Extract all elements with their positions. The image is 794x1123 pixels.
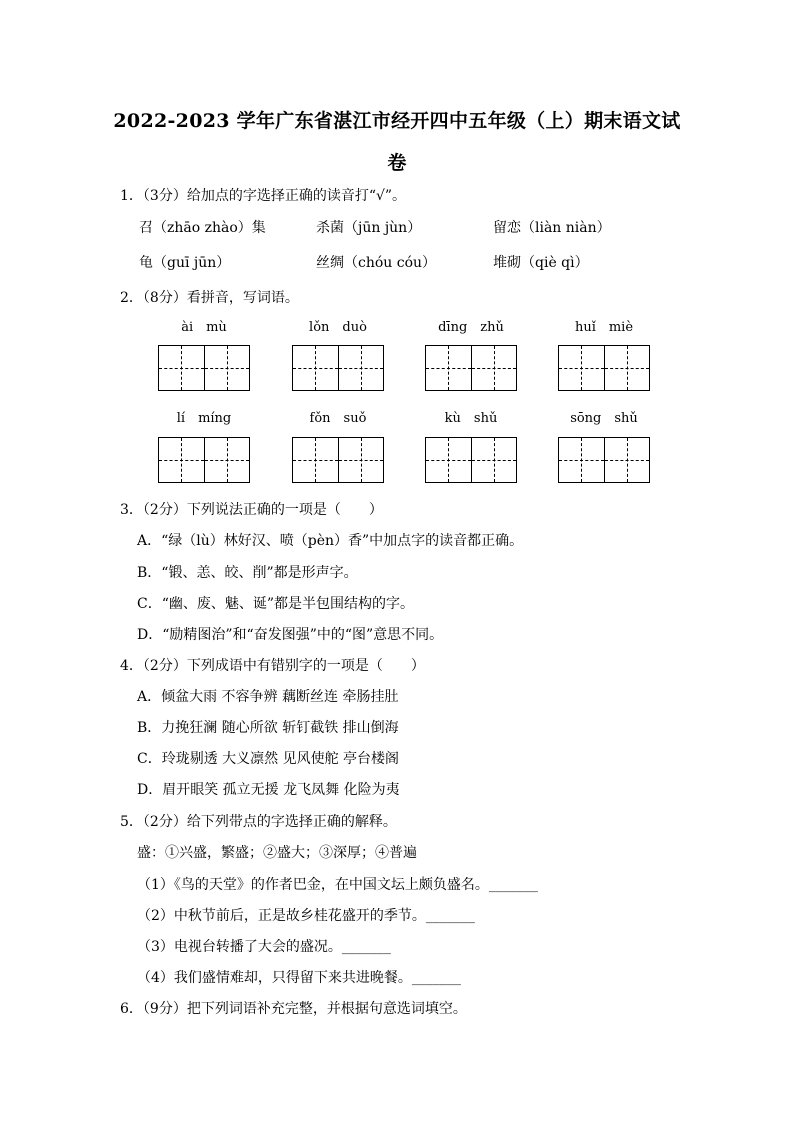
paper-title-line1: 2022-2023 学年广东省湛江市经开四中五年级（上）期末语文试	[113, 110, 681, 132]
pinyin-label: lí míng	[176, 411, 232, 426]
q1-item: 杀菌（jūn jùn）	[316, 220, 422, 236]
writing-grid[interactable]	[158, 345, 250, 391]
question-6-stem: 6．（9分）把下列词语补充完整，并根据句意选词填空。	[120, 1001, 467, 1017]
pinyin-label: dīng zhǔ	[438, 320, 504, 335]
q1-item: 龟（guī jūn）	[139, 255, 231, 271]
q5-item: （2）中秋节前后，正是故乡桂花盛开的季节。_______	[137, 908, 475, 924]
q3-option-c: C．“幽、废、魅、诞”都是半包围结构的字。	[137, 596, 415, 612]
q5-item: （4）我们盛情难却，只得留下来共进晚餐。_______	[137, 970, 461, 986]
question-2-stem: 2．（8分）看拼音，写词语。	[120, 290, 299, 306]
q4-option-c: C．玲珑剔透 大义凛然 见风使舵 亭台楼阁	[137, 751, 400, 767]
q4-option-b: B．力挽狂澜 随心所欲 斩钉截铁 排山倒海	[137, 720, 399, 736]
question-3-stem: 3．（2分）下列说法正确的一项是（ ）	[120, 502, 383, 518]
q5-item: （3）电视台转播了大会的盛况。_______	[137, 939, 391, 955]
q3-option-a: A．“绿（lù）林好汉、喷（pèn）香”中加点字的读音都正确。	[137, 533, 524, 549]
pinyin-label: sōng shǔ	[570, 411, 638, 426]
q4-option-d: D．眉开眼笑 孤立无援 龙飞凤舞 化险为夷	[137, 782, 400, 798]
pinyin-label: lǒn duò	[309, 320, 367, 335]
writing-grid[interactable]	[292, 345, 384, 391]
writing-grid[interactable]	[158, 437, 250, 483]
writing-grid[interactable]	[425, 437, 517, 483]
question-1-stem: 1．（3分）给加点的字选择正确的读音打“√”。	[120, 188, 407, 204]
writing-grid[interactable]	[558, 437, 650, 483]
pinyin-label: huǐ miè	[574, 320, 634, 335]
q1-item: 召（zhāo zhào）集	[139, 220, 266, 236]
q3-option-b: B．“锻、恙、皎、削”都是形声字。	[137, 565, 358, 581]
q1-item: 留恋（liàn niàn）	[493, 220, 611, 236]
q1-item: 堆砌（qiè qì）	[493, 255, 589, 271]
pinyin-label: fǒn suǒ	[309, 411, 367, 426]
question-5-stem: 5．（2分）给下列带点的字选择正确的解释。	[120, 814, 397, 830]
writing-grid[interactable]	[425, 345, 517, 391]
q1-item: 丝绸（chóu cóu）	[316, 255, 437, 271]
q3-option-d: D．“励精图治”和“奋发图强”中的“图”意思不同。	[137, 627, 444, 643]
q5-meaning-list: 盛：①兴盛，繁盛；②盛大；③深厚；④普遍	[137, 845, 417, 861]
paper-title-line2: 卷	[387, 152, 407, 174]
question-4-stem: 4．（2分）下列成语中有错别字的一项是（ ）	[120, 658, 425, 674]
pinyin-label: kù shǔ	[444, 411, 498, 426]
pinyin-label: ài mù	[181, 320, 227, 335]
writing-grid[interactable]	[558, 345, 650, 391]
q4-option-a: A．倾盆大雨 不容争辨 藕断丝连 牵肠挂肚	[137, 689, 399, 705]
writing-grid[interactable]	[292, 437, 384, 483]
q5-item: （1）《鸟的天堂》的作者巴金，在中国文坛上颇负盛名。_______	[137, 877, 538, 893]
